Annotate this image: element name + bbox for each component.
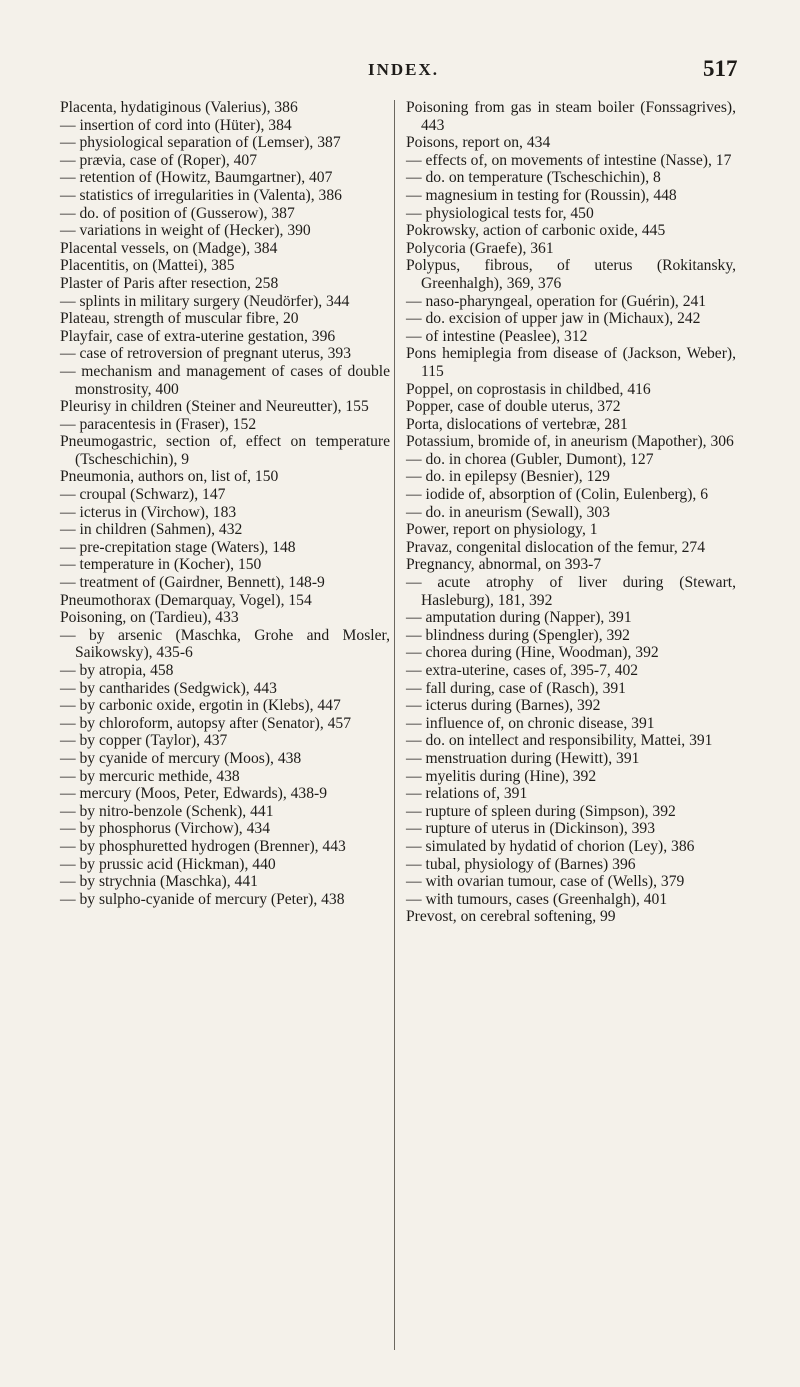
index-entry: — with ovarian tumour, case of (Wells), 379 — [406, 873, 685, 891]
index-entry: — chorea during (Hine, Woodman), 392 — [406, 644, 659, 662]
index-entry: — by sulpho-cyanide of mercury (Peter), 438 — [60, 890, 345, 908]
index-entry: — icterus during (Barnes), 392 — [406, 697, 601, 715]
index-entry: — mercury (Moos, Peter, Edwards), 438-9 — [60, 785, 328, 803]
index-entry: — amputation during (Napper), 391 — [406, 609, 632, 627]
index-entry: Pregnancy, abnormal, on 393-7 — [406, 556, 602, 574]
index-entry: Polycoria (Graefe), 361 — [406, 239, 554, 257]
index-entry: — do. in aneurism (Sewall), 303 — [406, 503, 610, 521]
page-number: 517 — [703, 56, 738, 81]
index-entry: Poppel, on coprostasis in childbed, 416 — [406, 380, 651, 398]
index-entry: — by carbonic oxide, ergotin in (Klebs), 447 — [60, 697, 341, 715]
index-entry: — statistics of irregularities in (Valenta), 386 — [60, 186, 342, 204]
index-column-left — [60, 99, 390, 908]
index-entry: — in children (Sahmen), 432 — [60, 521, 243, 539]
index-entry: — of intestine (Peaslee), 312 — [406, 327, 588, 345]
index-entry: — croupal (Schwarz), 147 — [60, 486, 226, 504]
index-entry: Porta, dislocations of vertebræ, 281 — [406, 415, 628, 433]
index-entry: Pneumothorax (Demarquay, Vogel), 154 — [60, 591, 312, 609]
index-entry: Potassium, bromide of, in aneurism (Mapother), 306 — [406, 433, 734, 451]
index-entry: — temperature in (Kocher), 150 — [60, 556, 262, 574]
index-entry: — menstruation during (Hewitt), 391 — [406, 749, 640, 767]
index-entry: — by phosphorus (Virchow), 434 — [60, 820, 270, 838]
index-entry: — by copper (Taylor), 437 — [60, 732, 228, 750]
index-entry: — prævia, case of (Roper), 407 — [60, 151, 258, 169]
index-entry: — icterus in (Virchow), 183 — [60, 503, 237, 521]
index-entry: Plateau, strength of muscular fibre, 20 — [60, 310, 299, 328]
index-entry: — rupture of uterus in (Dickinson), 393 — [406, 820, 656, 838]
index-entry: — do. in chorea (Gubler, Dumont), 127 — [406, 450, 654, 468]
index-entry: Poisoning from gas in steam boiler (Fonssagrives), 443 — [406, 99, 736, 134]
index-entry: — influence of, on chronic disease, 391 — [406, 714, 655, 732]
index-entry: — by atropia, 458 — [60, 662, 174, 679]
index-entry: — extra-uterine, cases of, 395-7, 402 — [406, 662, 639, 679]
index-entry: — magnesium in testing for (Roussin), 448 — [406, 186, 677, 204]
index-entry: — variations in weight of (Hecker), 390 — [60, 222, 311, 240]
index-entry: Poisoning, on (Tardieu), 433 — [60, 609, 239, 627]
index-entry: — by strychnia (Maschka), 441 — [60, 873, 258, 891]
index-entry: — pre-crepitation stage (Waters), 148 — [60, 538, 296, 556]
index-entry: — do. excision of upper jaw in (Michaux), 242 — [406, 310, 701, 328]
index-entry: — physiological tests for, 450 — [406, 204, 594, 222]
index-entry: Polypus, fibrous, of uterus (Rokitansky, Greenhalgh), 369, 376 — [406, 257, 736, 292]
index-entry: — by arsenic (Maschka, Grohe and Mosler, Saikowsky), 435-6 — [60, 626, 390, 662]
index-entry: — by phosphuretted hydrogen (Brenner), 443 — [60, 837, 346, 855]
index-entry: Power, report on physiology, 1 — [406, 521, 598, 539]
index-entry: — relations of, 391 — [406, 785, 528, 803]
index-entry: — physiological separation of (Lemser), 387 — [60, 134, 341, 152]
index-entry: Placentitis, on (Mattei), 385 — [60, 257, 235, 275]
index-entry: — naso-pharyngeal, operation for (Guérin), 241 — [406, 292, 707, 310]
index-entry: — do. of position of (Gusserow), 387 — [60, 204, 295, 222]
index-entry: Pleurisy in children (Steiner and Neureutter), 155 — [60, 398, 369, 416]
index-entry: — blindness during (Spengler), 392 — [406, 626, 630, 644]
index-entry: — with tumours, cases (Greenhalgh), 401 — [406, 890, 668, 908]
index-entry: Placenta, hydatiginous (Valerius), 386 — [60, 99, 298, 116]
index-entry: Pneumogastric, section of, effect on temperature (Tscheschichin), 9 — [60, 433, 390, 468]
index-entry: — by cantharides (Sedgwick), 443 — [60, 679, 277, 697]
index-entry: Pons hemiplegia from disease of (Jackson, Weber), 115 — [406, 345, 736, 380]
index-column-right — [406, 99, 736, 926]
index-entry: — effects of, on movements of intestine (Nasse), 17 — [406, 151, 732, 169]
index-entry: Playfair, case of extra-uterine gestation, 396 — [60, 327, 336, 345]
column-divider — [394, 100, 395, 1350]
index-entry: — acute atrophy of liver during (Stewart, Hasleburg), 181, 392 — [406, 574, 736, 609]
index-entry: — mechanism and management of cases of double monstrosity, 400 — [60, 362, 390, 398]
index-entry: Pravaz, congenital dislocation of the femur, 274 — [406, 538, 706, 556]
index-entry: Prevost, on cerebral softening, 99 — [406, 908, 616, 926]
index-entry: Poisons, report on, 434 — [406, 134, 551, 152]
index-entry: — simulated by hydatid of chorion (Ley), 386 — [406, 837, 695, 855]
index-entry: — rupture of spleen during (Simpson), 392 — [406, 802, 676, 820]
index-entry: — treatment of (Gairdner, Bennett), 148-9 — [60, 574, 325, 592]
page-header-title: INDEX. — [368, 60, 440, 79]
index-entry: — iodide of, absorption of (Colin, Eulenberg), 6 — [406, 486, 709, 504]
index-entry: — do. on temperature (Tscheschichin), 8 — [406, 169, 661, 187]
index-entry: Placental vessels, on (Madge), 384 — [60, 239, 278, 257]
index-entry: — tubal, physiology of (Barnes) 396 — [406, 855, 636, 873]
index-entry: — do. in epilepsy (Besnier), 129 — [406, 468, 610, 486]
index-entry: — retention of (Howitz, Baumgartner), 407 — [60, 169, 333, 187]
index-entry: Plaster of Paris after resection, 258 — [60, 274, 279, 292]
index-entry: — by nitro-benzole (Schenk), 441 — [60, 802, 274, 820]
index-entry: — by prussic acid (Hickman), 440 — [60, 855, 276, 873]
index-entry: — paracentesis in (Fraser), 152 — [60, 415, 257, 433]
index-entry: — by chloroform, autopsy after (Senator), 457 — [60, 714, 352, 732]
index-entry: Popper, case of double uterus, 372 — [406, 398, 621, 416]
index-entry: — case of retroversion of pregnant uterus, 393 — [60, 345, 351, 363]
index-entry: Pneumonia, authors on, list of, 150 — [60, 468, 279, 486]
index-entry: Pokrowsky, action of carbonic oxide, 445 — [406, 222, 666, 240]
index-entry: — do. on intellect and responsibility, Mattei, 391 — [406, 732, 713, 750]
index-entry: — splints in military surgery (Neudörfer), 344 — [60, 292, 350, 310]
index-entry: — insertion of cord into (Hüter), 384 — [60, 116, 292, 134]
index-entry: — by mercuric methide, 438 — [60, 767, 240, 785]
index-entry: — fall during, case of (Rasch), 391 — [406, 679, 626, 697]
index-entry: — by cyanide of mercury (Moos), 438 — [60, 749, 302, 767]
index-entry: — myelitis during (Hine), 392 — [406, 767, 597, 785]
